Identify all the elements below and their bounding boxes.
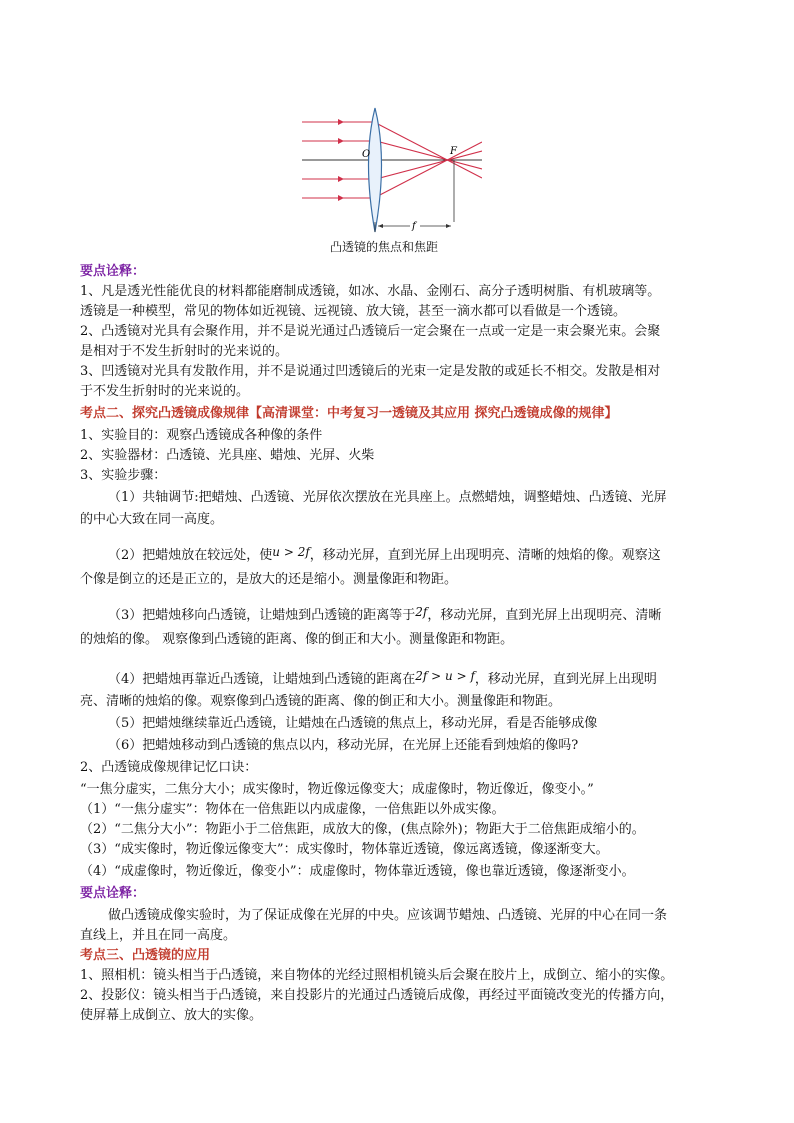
- label-o: O: [362, 149, 371, 160]
- text-line: 2、投影仪：镜头相当于凸透镜，来自投影片的光通过凸透镜后成像，再经过平面镜改变光的传播方向，: [80, 988, 674, 1003]
- key-points-heading-1: 要点诠释：: [80, 264, 146, 279]
- section-3-heading: 考点三、凸透镜的应用: [80, 948, 211, 963]
- step-4: （4）把蜡烛再靠近凸透镜，让蜡烛到凸透镜的距离在2f > u > f，移动光屏，直到光屏上出现明: [108, 669, 657, 687]
- section-2-heading: [80, 404, 618, 424]
- text-line: 1、照相机：镜头相当于凸透镜，来自物体的光经过照相机镜头后会聚在胶片上，成倒立、缩小的实像。: [80, 968, 674, 983]
- text-line: 2、凸透镜对光具有会聚作用，并不是说光通过凸透镜后一定会聚在一点或一定是一束会聚光束。会聚: [80, 324, 661, 339]
- text-line: 的中心大致在同一高度。: [80, 512, 224, 527]
- text-line: 是相对于不发生折射时的光来说的。: [80, 344, 289, 359]
- math-expression: u > 2f: [272, 545, 310, 559]
- hd-classroom-link[interactable]: 【高清课堂：中考复习一透镜及其应用 探究凸透镜成像的规律】: [249, 406, 618, 421]
- text-line: 使屏幕上成倒立、放大的实像。: [80, 1008, 263, 1023]
- text-line: 2、凸透镜成像规律记忆口诀：: [80, 760, 258, 775]
- step-3: （3）把蜡烛移向凸透镜，让蜡烛到凸透镜的距离等于2f，移动光屏，直到光屏上出现明亮、清晰: [108, 605, 662, 623]
- text-line: 的烛焰的像。 观察像到凸透镜的距离、像的倒正和大小。测量像距和物距。: [80, 632, 514, 647]
- text-line: 透镜是一种模型，常见的物体如近视镜、远视镜、放大镜，甚至一滴水都可以看做是一个透镜。: [80, 304, 627, 319]
- step-2: （2）把蜡烛放在较远处，使u > 2f，移动光屏，直到光屏上出现明亮、清晰的烛焰的像。观察这: [108, 545, 661, 563]
- label-f: f: [412, 221, 416, 232]
- lens-shape: [369, 108, 382, 232]
- label-focus: F: [450, 146, 457, 157]
- text-line: 2、实验器材：凸透镜、光具座、蜡烛、光屏、火柴: [80, 448, 375, 463]
- step-6: （6）把蜡烛移动到凸透镜的焦点以内，移动光屏，在光屏上还能看到烛焰的像吗?: [108, 738, 579, 753]
- text-line: 1、实验目的：观察凸透镜成各种像的条件: [80, 428, 323, 443]
- text-line: 个像是倒立的还是正立的，是放大的还是缩小。测量像距和物距。: [80, 572, 458, 587]
- text-line: 1、凡是透光性能优良的材料都能磨制成透镜，如冰、水晶、金刚石、高分子透明树脂、有机玻璃等。: [80, 284, 661, 299]
- text-line: （4）“成虚像时，物近像近，像变小”：成虚像时，物体靠近透镜，像也靠近透镜，像逐渐变小。: [80, 864, 635, 879]
- text-line: （1）“一焦分虚实”：物体在一倍焦距以内成虚像，一倍焦距以外成实像。: [80, 802, 505, 817]
- text-line: 做凸透镜成像实验时，为了保证成像在光屏的中央。应该调节蜡烛、凸透镜、光屏的中心在同一条: [108, 908, 668, 923]
- math-expression: 2f > u > f: [415, 669, 475, 683]
- text-line: （3）“成实像时，物近像远像变大”：成实像时，物体靠近透镜，像远离透镜，像逐渐变大。: [80, 842, 609, 857]
- text-line: （2）“二焦分大小”：物距小于二倍焦距，成放大的像，(焦点除外)；物距大于二倍焦距成缩小的。: [80, 822, 645, 837]
- text-line: 3、凹透镜对光具有发散作用，并不是说通过凹透镜后的光束一定是发散的或延长不相交。发散是相对: [80, 364, 661, 379]
- text-line: 直线上，并且在同一高度。: [80, 928, 237, 943]
- convex-lens-focus-icon: [302, 104, 482, 238]
- math-expression: 2f: [415, 605, 428, 619]
- figure-caption: 凸透镜的焦点和焦距: [330, 240, 439, 254]
- text-line: 亮、清晰的烛焰的像。观察像到凸透镜的距离、像的倒正和大小。测量像距和物距。: [80, 694, 562, 709]
- mnemonic: “一焦分虚实，二焦分大小；成实像时，物近像远像变大；成虚像时，物近像近，像变小。”: [80, 782, 594, 797]
- key-points-heading-2: 要点诠释：: [80, 886, 146, 901]
- section-2-title: 考点二、探究凸透镜成像规律: [80, 406, 250, 421]
- text-line: 于不发生折射时的光来说的。: [80, 384, 250, 399]
- step-5: （5）把蜡烛继续靠近凸透镜，让蜡烛在凸透镜的焦点上，移动光屏，看是否能够成像: [108, 716, 598, 731]
- step-1: （1）共轴调节:把蜡烛、凸透镜、光屏依次摆放在光具座上。点燃蜡烛，调整蜡烛、凸透镜、光屏: [108, 490, 667, 505]
- convex-lens-figure: [302, 104, 482, 260]
- text-line: 3、实验步骤：: [80, 468, 167, 483]
